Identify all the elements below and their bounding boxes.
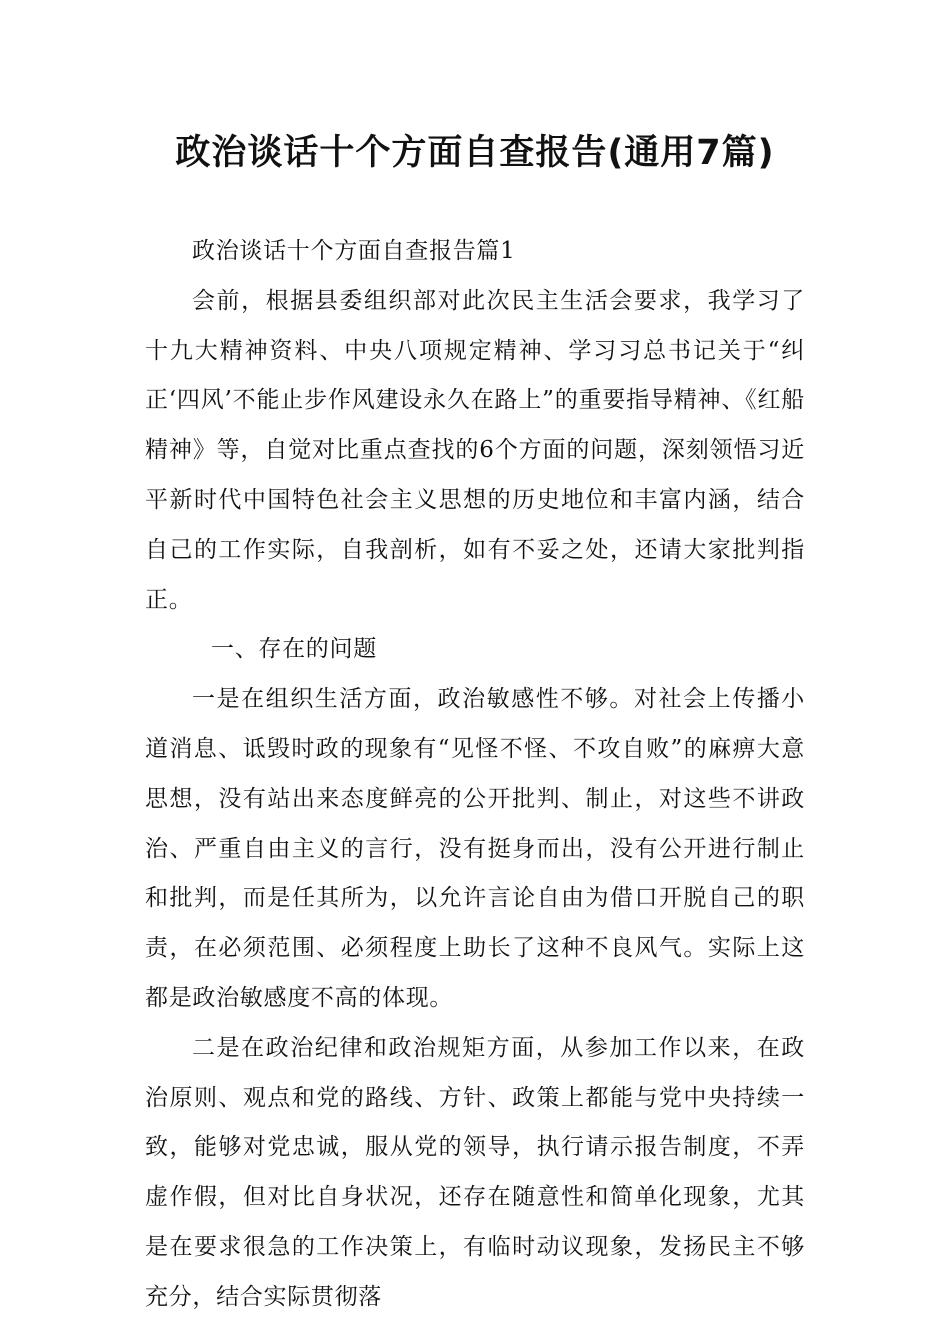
paragraph-intro: 会前，根据县委组织部对此次民主生活会要求，我学习了十九大精神资料、中央八项规定精神、学习习总书记关于“纠正‘四风’不能止步作风建设永久在路上”的重要指导精神、《红船精神》等，自觉对比重点查找的6个方面的问题，深刻领悟习近平新时代中国特色社会主义思想的历史地位和丰富内涵，结合自己的工作实际，自我剖析，如有不妥之处，还请大家批判指正。 [145, 287, 805, 613]
section-heading-problems: 一、存在的问题 [211, 636, 377, 663]
paragraph-organization-life: 一是在组织生活方面，政治敏感性不够。对社会上传播小道消息、诋毁时政的现象有“见怪不怪、不攻自败”的麻痹大意思想，没有站出来态度鲜亮的公开批判、制止，对这些不讲政治、严重自由主义的言行，没有挺身而出，没有公开进行制止和批判，而是任其所为，以允许言论自由为借口开脱自己的职责，在必须范围、必须程度上助长了这种不良风气。实际上这都是政治敏感度不高的体现。 [145, 686, 805, 1011]
paragraph-political-discipline: 二是在政治纪律和政治规矩方面，从参加工作以来，在政治原则、观点和党的路线、方针、政策上都能与党中央持续一致，能够对党忠诚，服从党的领导，执行请示报告制度，不弄虚作假，但对比自身状况，还存在随意性和简单化现象，尤其是在要求很急的工作决策上，有临时动议现象，发扬民主不够充分，结合实际贯彻落 [145, 1034, 805, 1310]
document-body [145, 227, 805, 1323]
section-subtitle: 政治谈话十个方面自查报告篇1 [192, 238, 516, 264]
document-title: 政治谈话十个方面自查报告(通用7篇) [175, 133, 775, 173]
